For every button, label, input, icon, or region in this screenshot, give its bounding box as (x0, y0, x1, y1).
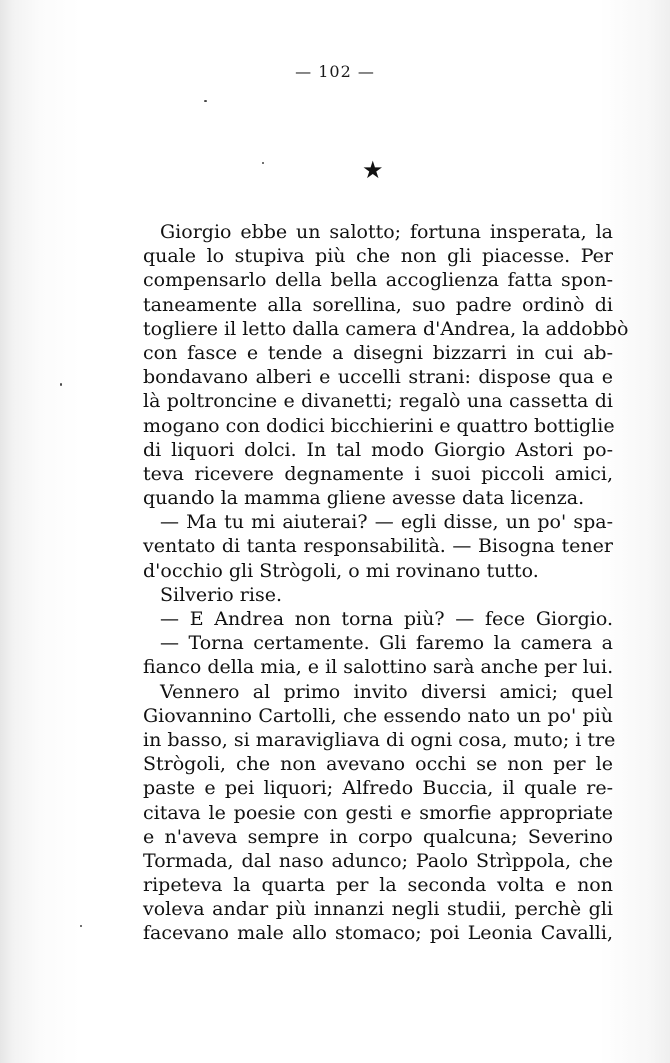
paper-speck (262, 162, 264, 164)
text-line: citava le poesie con gesti e smorfie appropriate (143, 801, 613, 824)
text-line: Tormada, dal naso adunco; Paolo Strìppola, che (143, 849, 613, 872)
text-line: Vennero al primo invito diversi amici; quel (160, 680, 613, 703)
text-line: — E Andrea non torna più? — fece Giorgio. (160, 608, 613, 630)
text-line: e n'aveva sempre in corpo qualcuna; Severino (143, 825, 613, 848)
text-line: con fasce e tende a disegni bizzarri in cui ab- (143, 341, 613, 364)
text-line: Giovannino Cartolli, che essendo nato un po' più (143, 704, 613, 727)
text-line: Silverio rise. (160, 583, 282, 606)
body-text (143, 220, 629, 946)
text-line: paste e pei liquori; Alfredo Buccia, il quale re- (143, 777, 613, 800)
text-line: facevano male allo stomaco; poi Leonia Cavalli, (143, 922, 613, 945)
text-line: togliere il letto dalla camera d'Andrea, la addobbò (143, 317, 629, 340)
text-line: bondavano alberi e uccelli strani: dispose qua e (143, 366, 613, 389)
text-line: teva ricevere degnamente i suoi piccoli amici, (143, 462, 613, 485)
text-line: ventato di tanta responsabilità. — Bisogna tener (143, 535, 613, 558)
text-line: voleva andar più innanzi negli studii, perchè gli (143, 898, 613, 921)
text-line: di liquori dolci. In tal modo Giorgio Astori po- (143, 438, 613, 461)
text-line: taneamente alla sorellina, suo padre ordinò di (143, 293, 613, 316)
paper-speck (60, 383, 62, 386)
text-line: quale lo stupiva più che non gli piacesse. Per (143, 245, 613, 268)
text-line: Strògoli, che non avevano occhi se non per le (143, 753, 613, 776)
paper-speck (204, 100, 207, 102)
text-line: compensarlo della bella accoglienza fatta spon- (143, 269, 613, 292)
text-line: — Torna certamente. Gli faremo la camera a (160, 632, 613, 655)
text-line: là poltroncine e divanetti; regalò una cassetta di (143, 390, 613, 413)
text-line: — Ma tu mi aiuterai? — egli disse, un po' spa- (160, 511, 613, 534)
text-line: mogano con dodici bicchierini e quattro bottiglie (143, 414, 615, 437)
text-line: in basso, si maravigliava di ogni cosa, muto; i tre (143, 728, 616, 751)
paper-speck (80, 925, 82, 927)
text-line: ripeteva la quarta per la seconda volta e non (143, 874, 613, 897)
text-line: quando la mamma gliene avesse data licenza. (143, 487, 585, 510)
section-break-star-icon: ★ (362, 156, 384, 184)
text-line: d'occhio gli Strògoli, o mi rovinano tutto. (143, 559, 539, 582)
text-line: Giorgio ebbe un salotto; fortuna insperata, la (160, 221, 613, 243)
text-line: fianco della mia, e il salottino sarà anche per lui. (143, 656, 614, 679)
page-number: — 102 — (295, 62, 375, 81)
